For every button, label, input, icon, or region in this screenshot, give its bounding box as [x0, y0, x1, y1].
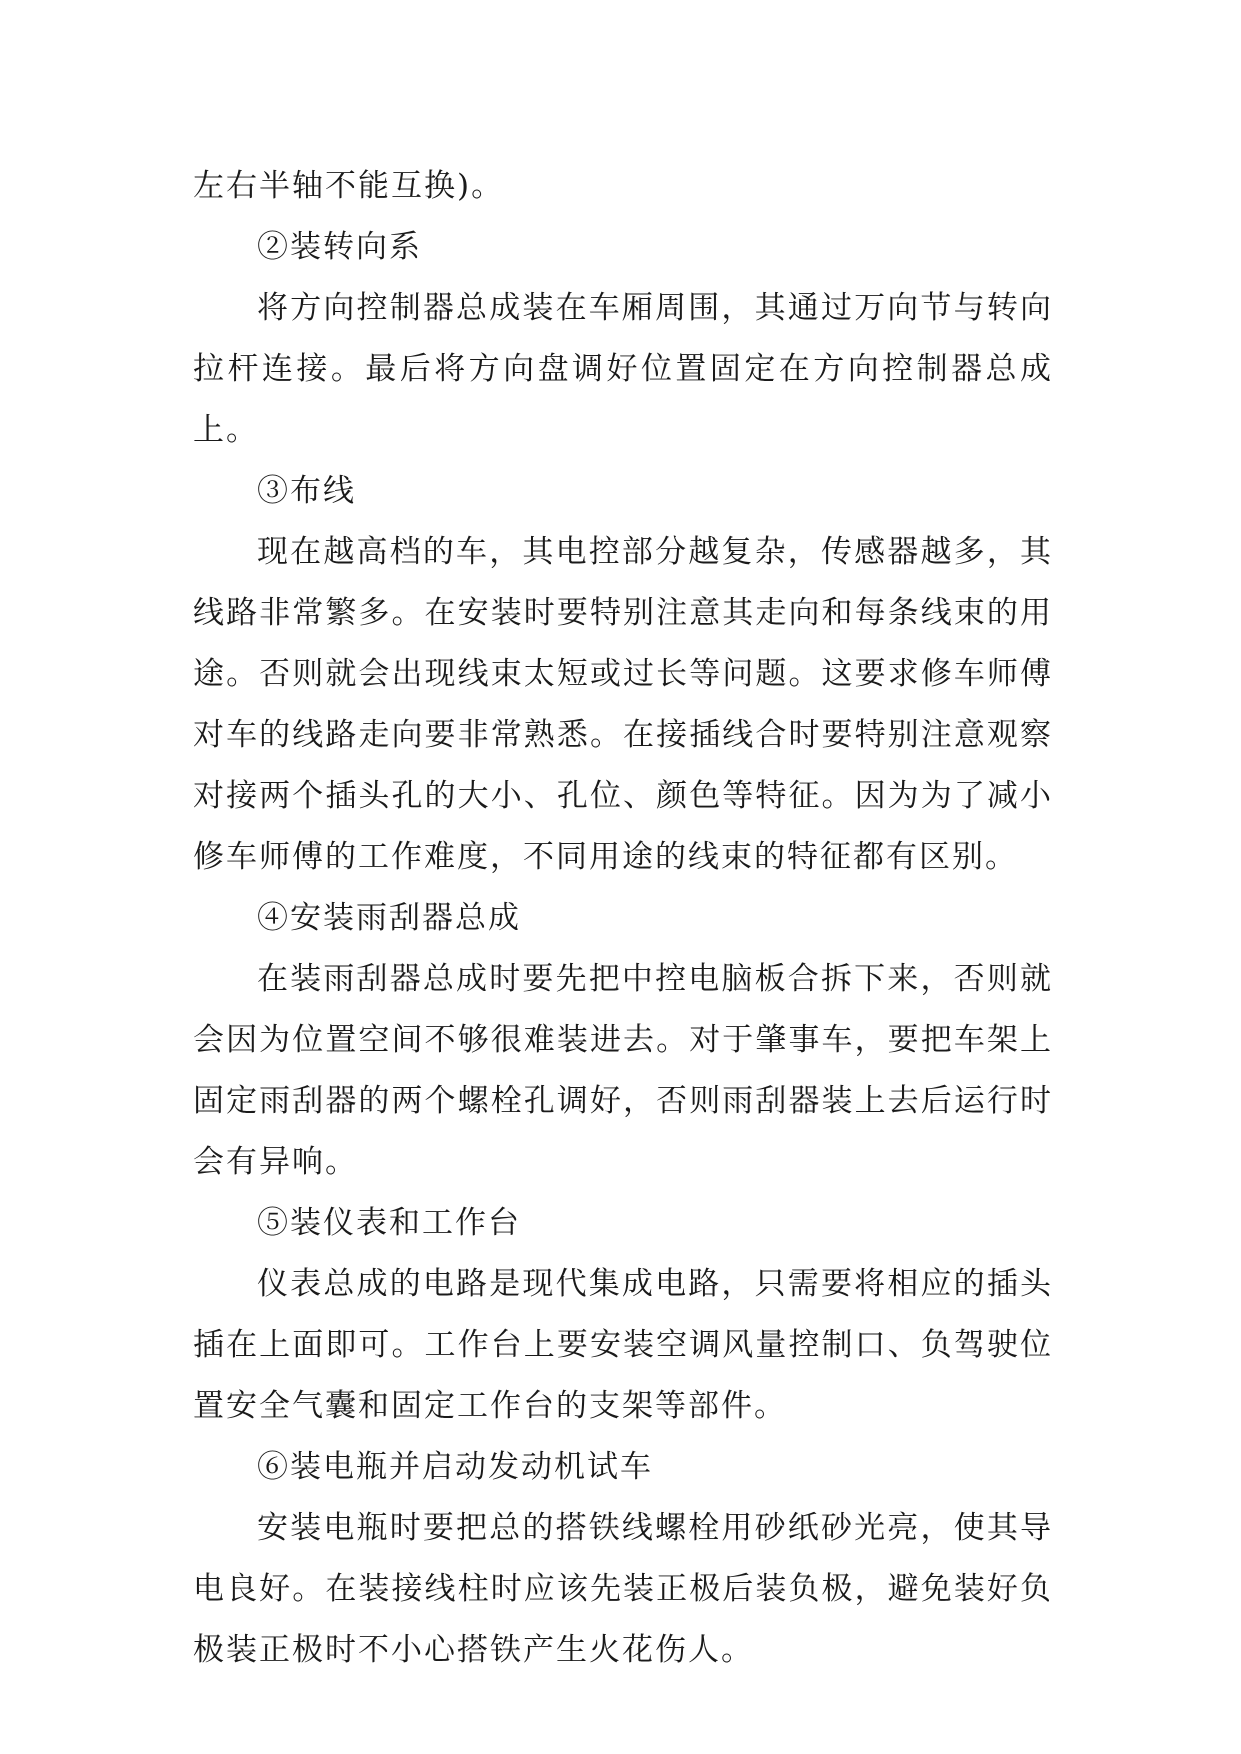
paragraph-battery: 安装电瓶时要把总的搭铁线螺栓用砂纸砂光亮，使其导电良好。在装接线柱时应该先装正极后装负极，避免装好负极装正极时不小心搭铁产生火花伤人。 [193, 1510, 1053, 1668]
heading-battery: ⑥装电瓶并启动发动机试车 [257, 1449, 653, 1485]
heading-wiper: ④安装雨刮器总成 [257, 900, 521, 936]
heading-steering: ②装转向系 [257, 229, 422, 265]
heading-wiring: ③布线 [257, 473, 356, 509]
heading-dashboard: ⑤装仪表和工作台 [257, 1205, 521, 1241]
paragraph-steering: 将方向控制器总成装在车厢周围，其通过万向节与转向拉杆连接。最后将方向盘调好位置固定在方向控制器总成上。 [193, 290, 1053, 448]
paragraph-wiper: 在装雨刮器总成时要先把中控电脑板合拆下来，否则就会因为位置空间不够很难装进去。对于肇事车，要把车架上固定雨刮器的两个螺栓孔调好，否则雨刮器装上去后运行时会有异响。 [193, 961, 1053, 1180]
paragraph-wiring: 现在越高档的车，其电控部分越复杂，传感器越多，其线路非常繁多。在安装时要特别注意其走向和每条线束的用途。否则就会出现线束太短或过长等问题。这要求修车师傅对车的线路走向要非常熟悉。在接插线合时要特别注意观察对接两个插头孔的大小、孔位、颜色等特征。因为为了减小修车师傅的工作难度，不同用途的线束的特征都有区别。 [193, 534, 1053, 875]
document-body [193, 156, 1053, 1681]
paragraph-dashboard: 仪表总成的电路是现代集成电路，只需要将相应的插头插在上面即可。工作台上要安装空调风量控制口、负驾驶位置安全气囊和固定工作台的支架等部件。 [193, 1266, 1053, 1424]
paragraph-continuation: 左右半轴不能互换)。 [193, 168, 505, 204]
